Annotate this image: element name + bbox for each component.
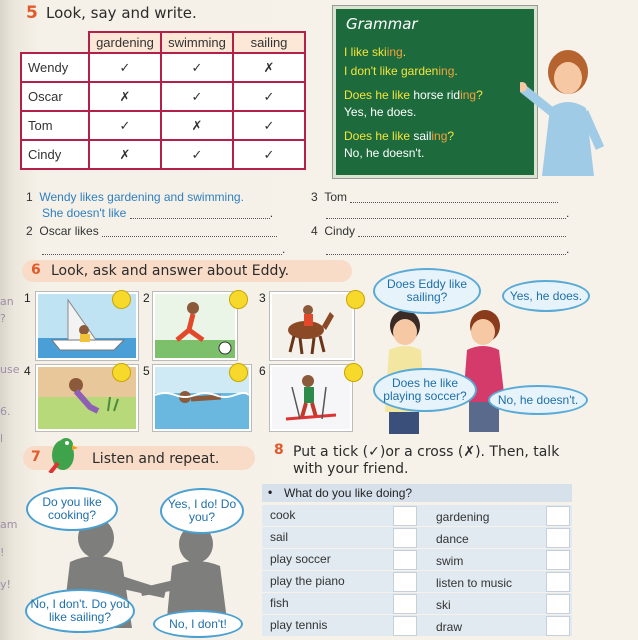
table-row <box>262 570 572 592</box>
speech-bubble: No, he doesn't. <box>488 385 588 415</box>
table-mark: ✓ <box>89 53 161 82</box>
happy-face-icon <box>112 290 131 309</box>
sentence-4-line: . <box>326 242 569 256</box>
picture-number: 4 <box>24 364 31 378</box>
activity-label: draw <box>436 620 463 634</box>
tick-table-header <box>262 484 572 502</box>
exercise-5-number: 5 <box>26 3 38 23</box>
picture-horse-riding <box>270 292 354 360</box>
sad-face-icon <box>229 290 248 309</box>
parrot-icon <box>46 433 80 473</box>
exercise-7-title: Listen and repeat. <box>92 451 220 467</box>
table-row <box>262 548 572 570</box>
activity-label: listen to music <box>436 576 513 590</box>
sentence-3-line: . <box>326 206 569 220</box>
picture-skiing <box>270 365 352 431</box>
tick-box[interactable] <box>393 528 417 548</box>
teacher-illustration <box>520 38 620 178</box>
table-mark: ✓ <box>233 111 305 140</box>
happy-face-icon <box>344 363 363 382</box>
row-name: Oscar <box>21 82 89 111</box>
bullet-icon: • <box>268 485 273 499</box>
activity-label: play soccer <box>270 552 331 566</box>
table-header-row <box>21 32 305 53</box>
sentence-3: 3 Tom <box>311 190 558 204</box>
activity-label: fish <box>270 596 289 610</box>
table-row <box>262 614 572 636</box>
activity-label: dance <box>436 532 469 546</box>
tick-box[interactable] <box>393 594 417 614</box>
table-row <box>262 504 572 526</box>
grammar-line: Does he like sailing? <box>344 129 455 143</box>
picture-number: 1 <box>24 291 31 305</box>
activity-label: play the piano <box>270 574 345 588</box>
tick-box[interactable] <box>393 572 417 592</box>
activity-label: sail <box>270 530 289 544</box>
exercise-6-number: 6 <box>31 262 41 278</box>
exercise-8-title-line2: with your friend. <box>293 461 409 477</box>
tick-box[interactable] <box>393 506 417 526</box>
speech-bubble: No, I don't. Do you like sailing? <box>25 589 135 633</box>
column-header: sailing <box>233 32 305 53</box>
tick-box[interactable] <box>546 528 570 548</box>
row-name: Cindy <box>21 140 89 169</box>
row-name: Tom <box>21 111 89 140</box>
activity-label: cook <box>270 508 296 522</box>
picture-number: 5 <box>143 364 150 378</box>
table-mark: ✓ <box>233 140 305 169</box>
activity-label: play tennis <box>270 618 328 632</box>
sentence-4: 4 Cindy <box>311 224 566 238</box>
table-row <box>21 140 305 169</box>
activity-label: ski <box>436 598 451 612</box>
exercise-5-title: Look, say and write. <box>46 4 197 22</box>
sad-face-icon <box>112 363 131 382</box>
table-mark: ✗ <box>233 53 305 82</box>
tick-box[interactable] <box>546 572 570 592</box>
sentence-2: 2 Oscar likes <box>26 224 277 238</box>
table-corner <box>21 32 89 53</box>
picture-number: 6 <box>259 364 266 378</box>
picture-number: 3 <box>259 291 266 305</box>
table-mark: ✗ <box>89 82 161 111</box>
grammar-line: No, he doesn't. <box>344 146 425 160</box>
table-mark: ✗ <box>89 140 161 169</box>
table-mark: ✓ <box>233 82 305 111</box>
edge-fragment: an <box>0 295 14 308</box>
row-name: Wendy <box>21 53 89 82</box>
tick-table-question: What do you like doing? <box>284 486 413 500</box>
tick-box[interactable] <box>546 506 570 526</box>
exercise-8-number: 8 <box>274 442 284 458</box>
table-mark: ✓ <box>161 82 233 111</box>
tick-box[interactable] <box>546 550 570 570</box>
sad-face-icon <box>346 290 365 309</box>
table-mark: ✗ <box>161 111 233 140</box>
grammar-line: Yes, he does. <box>344 105 417 119</box>
speech-bubble: Yes, I do! Do you? <box>160 488 244 534</box>
edge-fragment: ! <box>0 546 5 559</box>
table-row <box>21 111 305 140</box>
grammar-line: I don't like gardening. <box>344 64 458 78</box>
tick-box[interactable] <box>546 594 570 614</box>
exercise-8-title-line1: Put a tick (✓)or a cross (✗). Then, talk <box>293 444 560 460</box>
edge-fragment: am <box>0 518 18 531</box>
table-row <box>262 526 572 548</box>
edge-fragment: l <box>0 432 4 445</box>
sentence-1: 1 Wendy likes gardening and swimming. <box>26 190 244 204</box>
edge-fragment: use <box>0 363 20 376</box>
speech-bubble: Does Eddy like sailing? <box>373 268 481 314</box>
speech-bubble: No, I don't! <box>153 610 243 638</box>
exercise-7-number: 7 <box>31 449 41 465</box>
speech-bubble: Do you like cooking? <box>26 487 118 531</box>
edge-fragment: y! <box>0 578 11 591</box>
picture-number: 2 <box>143 291 150 305</box>
speech-bubble: Yes, he does. <box>502 280 590 312</box>
tick-box[interactable] <box>546 616 570 636</box>
tick-box[interactable] <box>393 550 417 570</box>
table-row <box>262 592 572 614</box>
edge-fragment: 6. <box>0 405 11 418</box>
grammar-line: Does he like horse riding? <box>344 88 483 102</box>
activity-label: gardening <box>436 510 490 524</box>
table-mark: ✓ <box>161 53 233 82</box>
grammar-board <box>333 6 537 178</box>
picture-soccer <box>153 292 237 360</box>
tick-box[interactable] <box>393 616 417 636</box>
activity-table <box>20 31 306 170</box>
grammar-title: Grammar <box>346 15 418 33</box>
sentence-1-sub: She doesn't like . <box>42 206 274 220</box>
column-header: gardening <box>89 32 161 53</box>
table-row <box>21 82 305 111</box>
table-row <box>21 53 305 82</box>
speech-bubble: Does he like playing soccer? <box>373 368 477 412</box>
grammar-line: I like skiing. <box>344 45 407 59</box>
table-mark: ✓ <box>89 111 161 140</box>
column-header: swimming <box>161 32 233 53</box>
activity-label: swim <box>436 554 464 568</box>
happy-face-icon <box>229 363 248 382</box>
table-mark: ✓ <box>161 140 233 169</box>
exercise-6-title: Look, ask and answer about Eddy. <box>51 263 290 279</box>
edge-fragment: ? <box>0 312 6 325</box>
sentence-2-line: . <box>42 242 285 256</box>
